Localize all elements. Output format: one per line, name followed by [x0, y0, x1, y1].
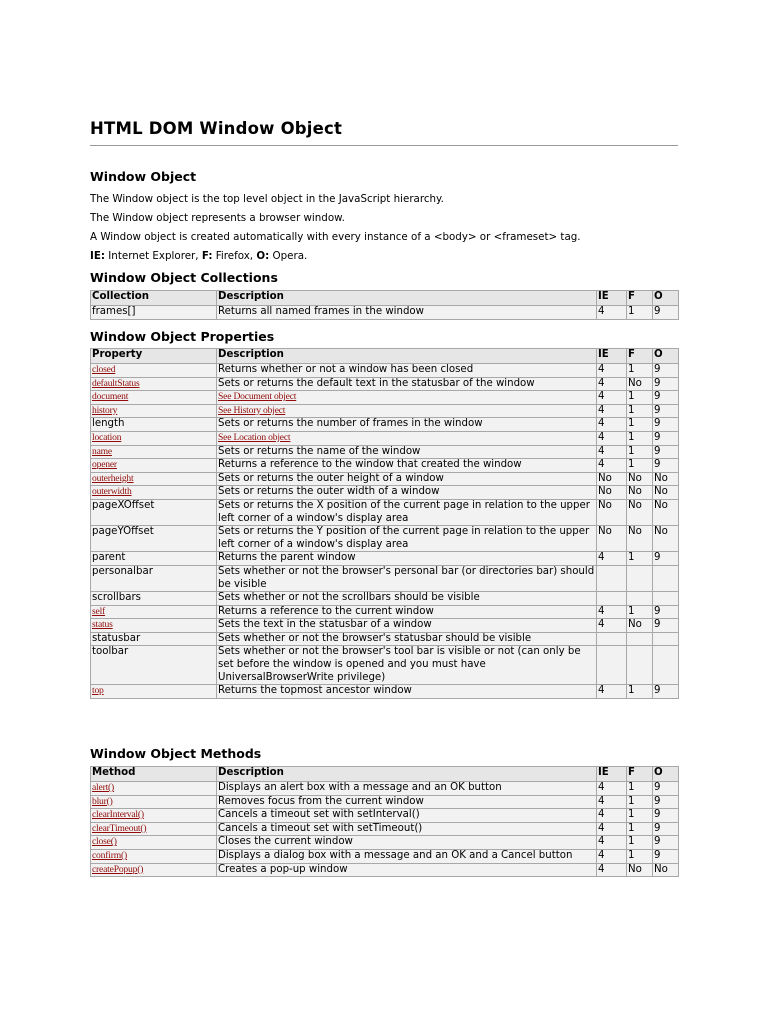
cell-description: Sets whether or not the browser's statusbar should be visible — [217, 632, 597, 646]
cell-opera-support: 9 — [653, 619, 679, 633]
cell-opera-support: 9 — [653, 685, 679, 699]
cell-name — [91, 391, 217, 405]
cell-description: Returns a reference to the current window — [217, 605, 597, 619]
cell-ie-support: 4 — [597, 391, 627, 405]
column-header-name: Collection — [91, 291, 217, 306]
cell-description: Sets or returns the Y position of the current page in relation to the upper left corner of a window's display area — [217, 526, 597, 552]
collections-table — [90, 290, 679, 320]
cell-firefox-support: 1 — [627, 306, 653, 320]
cell-opera-support — [653, 592, 679, 606]
member-link[interactable]: clearTimeout() — [92, 822, 147, 834]
cell-firefox-support: 1 — [627, 552, 653, 566]
cell-name — [91, 619, 217, 633]
cell-opera-support: 9 — [653, 782, 679, 796]
table-row — [91, 306, 679, 320]
legend-key-f: F: — [201, 250, 213, 262]
see-object-link[interactable]: See Location object — [218, 431, 291, 443]
cell-ie-support: 4 — [597, 552, 627, 566]
cell-ie-support: 4 — [597, 822, 627, 836]
cell-description: Returns the topmost ancestor window — [217, 685, 597, 699]
cell-name: scrollbars — [91, 592, 217, 606]
see-object-link[interactable]: See Document object — [218, 391, 297, 403]
table-row — [91, 459, 679, 473]
properties-table — [90, 348, 679, 699]
table-row — [91, 377, 679, 391]
cell-firefox-support: 1 — [627, 782, 653, 796]
member-link[interactable]: top — [92, 685, 104, 697]
member-link[interactable]: document — [92, 391, 129, 403]
section-heading-window-object: Window Object — [90, 169, 197, 184]
table-row — [91, 565, 679, 591]
column-header-opera: O — [653, 291, 679, 306]
cell-firefox-support: No — [627, 486, 653, 500]
cell-name: personalbar — [91, 565, 217, 591]
cell-ie-support: 4 — [597, 431, 627, 445]
cell-description: Sets whether or not the browser's personal bar (or directories bar) should be visible — [217, 565, 597, 591]
table-row — [91, 592, 679, 606]
table-row — [91, 404, 679, 418]
member-link[interactable]: opener — [92, 459, 117, 471]
section-heading-properties: Window Object Properties — [90, 329, 275, 344]
section-heading-collections: Window Object Collections — [90, 270, 278, 285]
cell-opera-support: No — [653, 526, 679, 552]
cell-opera-support: 9 — [653, 404, 679, 418]
member-link[interactable]: history — [92, 404, 118, 416]
member-link[interactable]: self — [92, 605, 106, 617]
cell-description: Sets or returns the X position of the current page in relation to the upper left corner of a window's display area — [217, 499, 597, 525]
table-row — [91, 619, 679, 633]
cell-description: Sets or returns the outer width of a window — [217, 486, 597, 500]
cell-name: statusbar — [91, 632, 217, 646]
member-link[interactable]: createPopup() — [92, 863, 144, 875]
column-header-opera: O — [653, 767, 679, 782]
member-link[interactable]: defaultStatus — [92, 377, 140, 389]
legend-key-o: O: — [256, 250, 270, 262]
cell-ie-support: 4 — [597, 836, 627, 850]
cell-description: Sets or returns the default text in the statusbar of the window — [217, 377, 597, 391]
cell-opera-support: No — [653, 486, 679, 500]
column-header-description: Description — [217, 767, 597, 782]
cell-name: frames[] — [91, 306, 217, 320]
page-title: HTML DOM Window Object — [90, 119, 343, 138]
cell-ie-support — [597, 565, 627, 591]
cell-ie-support — [597, 632, 627, 646]
column-header-firefox: F — [627, 291, 653, 306]
cell-opera-support: No — [653, 863, 679, 877]
cell-description: Sets whether or not the scrollbars should be visible — [217, 592, 597, 606]
cell-description: Cancels a timeout set with setTimeout() — [217, 822, 597, 836]
cell-opera-support: 9 — [653, 418, 679, 432]
cell-name — [91, 822, 217, 836]
cell-ie-support: 4 — [597, 809, 627, 823]
cell-description: Displays an alert box with a message and an OK button — [217, 782, 597, 796]
table-row — [91, 364, 679, 378]
cell-ie-support: 4 — [597, 619, 627, 633]
cell-ie-support: 4 — [597, 795, 627, 809]
cell-description: Sets or returns the outer height of a window — [217, 472, 597, 486]
table-header-row — [91, 291, 679, 306]
cell-firefox-support: No — [627, 619, 653, 633]
legend-value-f: Firefox, — [212, 250, 257, 262]
cell-name — [91, 605, 217, 619]
cell-name — [91, 863, 217, 877]
cell-description — [217, 404, 597, 418]
cell-opera-support: 9 — [653, 822, 679, 836]
table-header-row — [91, 349, 679, 364]
cell-name — [91, 685, 217, 699]
table-row — [91, 849, 679, 863]
see-object-link[interactable]: See History object — [218, 404, 286, 416]
cell-ie-support: No — [597, 472, 627, 486]
cell-firefox-support: 1 — [627, 418, 653, 432]
cell-opera-support: 9 — [653, 445, 679, 459]
table-row — [91, 431, 679, 445]
member-link[interactable]: confirm() — [92, 849, 127, 861]
cell-ie-support: 4 — [597, 605, 627, 619]
table-row — [91, 499, 679, 525]
section-heading-methods: Window Object Methods — [90, 746, 262, 761]
cell-description: Sets whether or not the browser's tool bar is visible or not (can only be set before the window is opened and you must have UniversalBrowserWrite privilege) — [217, 646, 597, 685]
cell-name — [91, 809, 217, 823]
legend-key-ie: IE: — [90, 250, 105, 262]
cell-firefox-support: 1 — [627, 809, 653, 823]
table-row — [91, 795, 679, 809]
cell-firefox-support: 1 — [627, 605, 653, 619]
cell-firefox-support: 1 — [627, 822, 653, 836]
column-header-description: Description — [217, 291, 597, 306]
cell-opera-support — [653, 632, 679, 646]
methods-table — [90, 766, 679, 877]
table-row — [91, 836, 679, 850]
cell-ie-support: 4 — [597, 364, 627, 378]
cell-firefox-support: 1 — [627, 685, 653, 699]
cell-firefox-support: 1 — [627, 445, 653, 459]
table-row — [91, 782, 679, 796]
cell-opera-support: 9 — [653, 364, 679, 378]
cell-description: Creates a pop-up window — [217, 863, 597, 877]
table-row — [91, 809, 679, 823]
cell-firefox-support: 1 — [627, 431, 653, 445]
cell-opera-support: 9 — [653, 605, 679, 619]
cell-ie-support: 4 — [597, 418, 627, 432]
cell-firefox-support: No — [627, 472, 653, 486]
member-link[interactable]: name — [92, 445, 112, 457]
cell-firefox-support — [627, 632, 653, 646]
cell-firefox-support: No — [627, 526, 653, 552]
cell-firefox-support: No — [627, 377, 653, 391]
legend-value-ie: Internet Explorer, — [104, 250, 202, 262]
cell-opera-support: 9 — [653, 552, 679, 566]
cell-ie-support — [597, 592, 627, 606]
member-link[interactable]: location — [92, 431, 122, 443]
cell-name — [91, 472, 217, 486]
cell-name — [91, 849, 217, 863]
intro-paragraph-1: The Window object is the top level object in the JavaScript hierarchy. — [90, 193, 444, 205]
cell-ie-support — [597, 646, 627, 685]
member-link[interactable]: outerheight — [92, 472, 134, 484]
member-link[interactable]: closed — [92, 364, 116, 375]
table-row — [91, 632, 679, 646]
table-row — [91, 552, 679, 566]
cell-name — [91, 445, 217, 459]
cell-ie-support: 4 — [597, 849, 627, 863]
cell-description: Removes focus from the current window — [217, 795, 597, 809]
cell-firefox-support — [627, 646, 653, 685]
member-link[interactable]: outerwidth — [92, 486, 132, 498]
cell-firefox-support: No — [627, 863, 653, 877]
browser-legend — [90, 250, 307, 262]
cell-description: Sets or returns the number of frames in the window — [217, 418, 597, 432]
cell-name: length — [91, 418, 217, 432]
cell-ie-support: 4 — [597, 685, 627, 699]
cell-ie-support: 4 — [597, 404, 627, 418]
legend-value-o: Opera. — [269, 250, 308, 262]
column-header-firefox: F — [627, 349, 653, 364]
cell-ie-support: No — [597, 486, 627, 500]
cell-firefox-support: 1 — [627, 364, 653, 378]
cell-firefox-support — [627, 565, 653, 591]
cell-name — [91, 836, 217, 850]
cell-name — [91, 486, 217, 500]
member-link[interactable]: status — [92, 619, 113, 631]
cell-opera-support: 9 — [653, 809, 679, 823]
cell-opera-support: 9 — [653, 391, 679, 405]
intro-paragraph-3: A Window object is created automatically with every instance of a <body> or <frameset> tag. — [90, 231, 581, 243]
cell-description: Cancels a timeout set with setInterval() — [217, 809, 597, 823]
table-row — [91, 391, 679, 405]
column-header-ie: IE — [597, 349, 627, 364]
cell-ie-support: No — [597, 499, 627, 525]
cell-opera-support: 9 — [653, 431, 679, 445]
cell-opera-support: 9 — [653, 795, 679, 809]
table-row — [91, 685, 679, 699]
cell-firefox-support: No — [627, 499, 653, 525]
cell-name — [91, 364, 217, 378]
cell-description: Displays a dialog box with a message and an OK and a Cancel button — [217, 849, 597, 863]
column-header-ie: IE — [597, 767, 627, 782]
cell-name — [91, 404, 217, 418]
cell-firefox-support: 1 — [627, 391, 653, 405]
cell-name: parent — [91, 552, 217, 566]
cell-firefox-support: 1 — [627, 849, 653, 863]
cell-opera-support: 9 — [653, 306, 679, 320]
table-row — [91, 472, 679, 486]
cell-firefox-support: 1 — [627, 795, 653, 809]
cell-description: Returns a reference to the window that created the window — [217, 459, 597, 473]
table-row — [91, 605, 679, 619]
column-header-ie: IE — [597, 291, 627, 306]
cell-ie-support: No — [597, 526, 627, 552]
cell-opera-support: 9 — [653, 459, 679, 473]
cell-firefox-support — [627, 592, 653, 606]
table-row — [91, 418, 679, 432]
cell-opera-support — [653, 565, 679, 591]
cell-name — [91, 431, 217, 445]
table-row — [91, 863, 679, 877]
member-link[interactable]: blur() — [92, 795, 113, 807]
table-row — [91, 646, 679, 685]
cell-name — [91, 795, 217, 809]
cell-ie-support: 4 — [597, 459, 627, 473]
cell-description — [217, 391, 597, 405]
cell-opera-support: No — [653, 499, 679, 525]
cell-name — [91, 782, 217, 796]
cell-ie-support: 4 — [597, 377, 627, 391]
cell-firefox-support: 1 — [627, 836, 653, 850]
member-link[interactable]: close() — [92, 836, 117, 848]
cell-ie-support: 4 — [597, 863, 627, 877]
table-row — [91, 526, 679, 552]
cell-description: Closes the current window — [217, 836, 597, 850]
cell-description: Sets the text in the statusbar of a window — [217, 619, 597, 633]
member-link[interactable]: alert() — [92, 782, 115, 793]
cell-opera-support: 9 — [653, 836, 679, 850]
column-header-opera: O — [653, 349, 679, 364]
cell-name: pageYOffset — [91, 526, 217, 552]
column-header-firefox: F — [627, 767, 653, 782]
cell-firefox-support: 1 — [627, 459, 653, 473]
column-header-name: Method — [91, 767, 217, 782]
cell-ie-support: 4 — [597, 782, 627, 796]
cell-firefox-support: 1 — [627, 404, 653, 418]
cell-description — [217, 431, 597, 445]
cell-ie-support: 4 — [597, 445, 627, 459]
table-header-row — [91, 767, 679, 782]
table-row — [91, 486, 679, 500]
cell-description: Returns the parent window — [217, 552, 597, 566]
title-divider — [90, 145, 678, 146]
cell-name — [91, 459, 217, 473]
cell-description: Returns all named frames in the window — [217, 306, 597, 320]
cell-name: pageXOffset — [91, 499, 217, 525]
column-header-description: Description — [217, 349, 597, 364]
table-row — [91, 822, 679, 836]
cell-opera-support — [653, 646, 679, 685]
table-row — [91, 445, 679, 459]
cell-name — [91, 377, 217, 391]
cell-name: toolbar — [91, 646, 217, 685]
cell-opera-support: 9 — [653, 849, 679, 863]
column-header-name: Property — [91, 349, 217, 364]
member-link[interactable]: clearInterval() — [92, 809, 144, 821]
cell-description: Returns whether or not a window has been closed — [217, 364, 597, 378]
cell-description: Sets or returns the name of the window — [217, 445, 597, 459]
cell-ie-support: 4 — [597, 306, 627, 320]
intro-paragraph-2: The Window object represents a browser window. — [90, 212, 345, 224]
cell-opera-support: No — [653, 472, 679, 486]
cell-opera-support: 9 — [653, 377, 679, 391]
